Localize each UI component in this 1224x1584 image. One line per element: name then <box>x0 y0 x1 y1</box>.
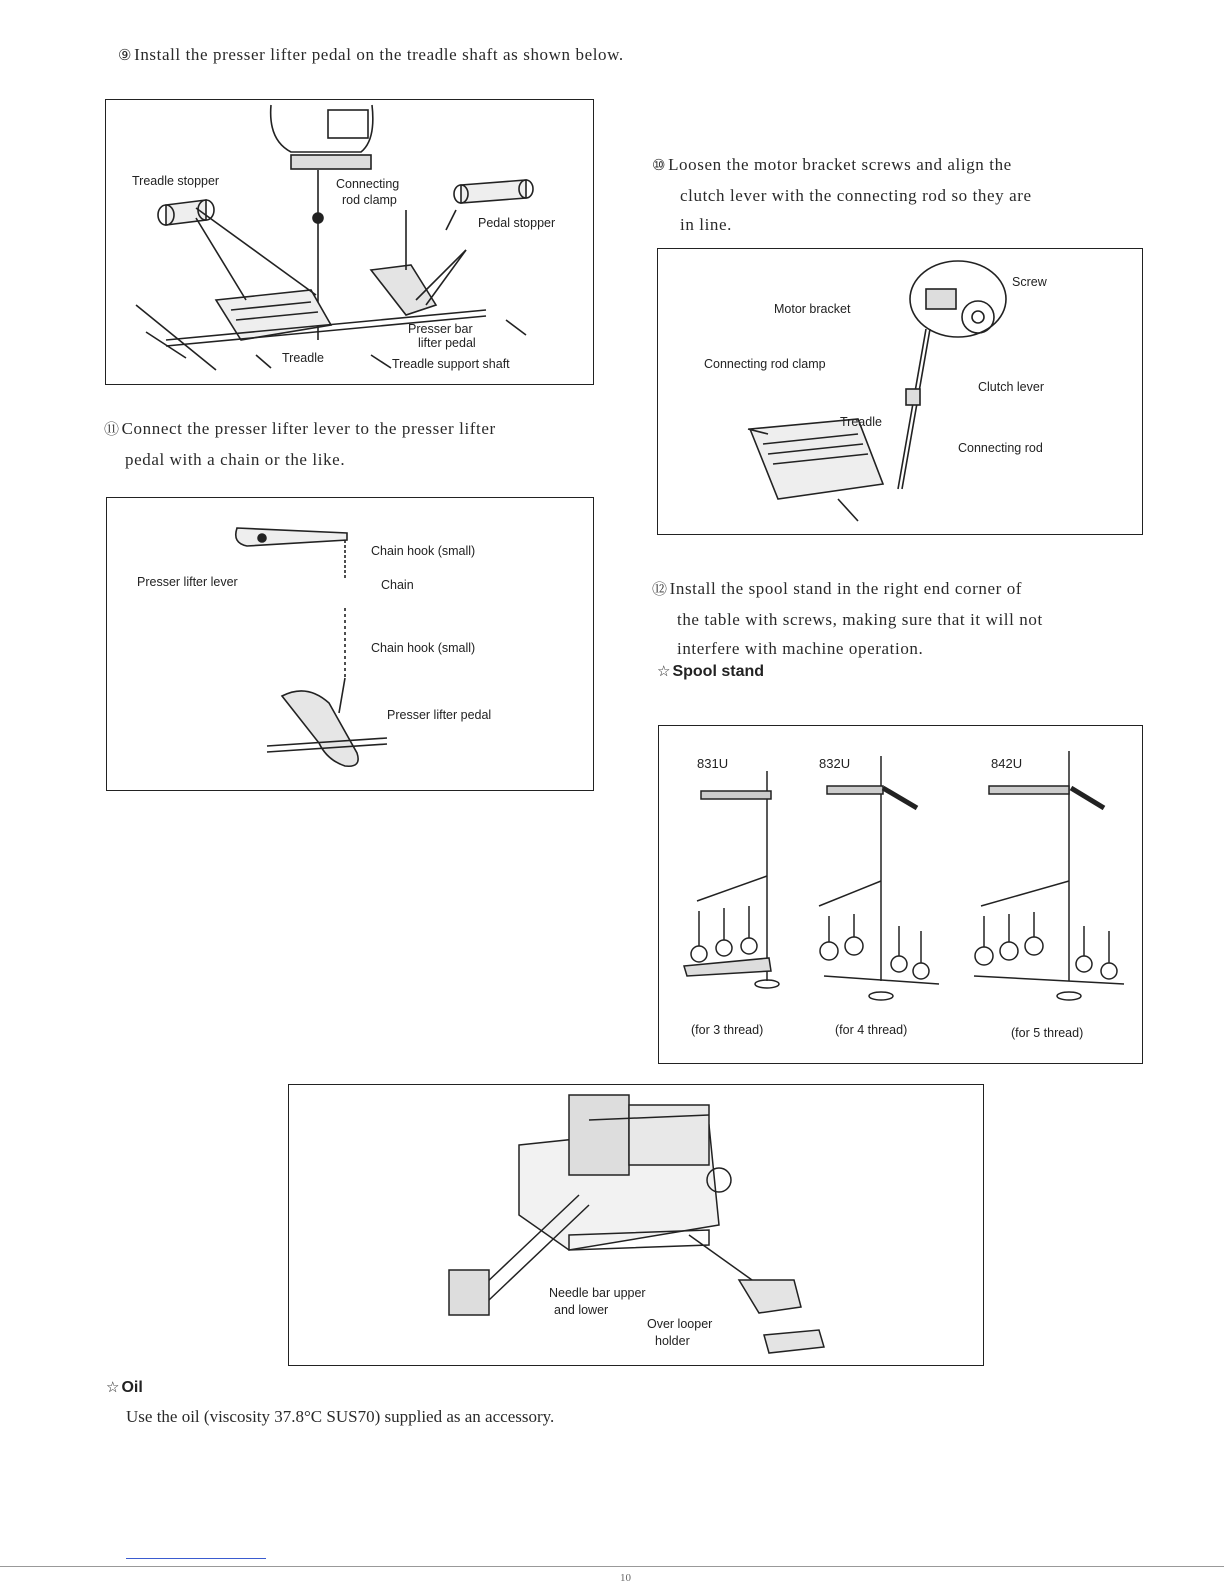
label-connecting-rod-clamp-1: Connecting <box>336 177 400 191</box>
treadle-illustration <box>106 100 593 384</box>
oil-title: Oil <box>121 1379 143 1396</box>
spool-caption-4-thread: (for 4 thread) <box>835 1023 908 1037</box>
figure-motor-bracket <box>657 248 1143 535</box>
footer-link-underline <box>126 1558 266 1559</box>
label-presser-lifter-pedal: Presser lifter pedal <box>387 708 492 722</box>
oil-heading <box>106 1378 143 1397</box>
figure-machine-oil-points <box>288 1084 984 1366</box>
star-icon: ☆ <box>106 1379 120 1396</box>
label-chain-hook-bottom: Chain hook (small) <box>371 641 476 655</box>
motor-illustration <box>658 249 1142 534</box>
step-number: ⑫ <box>652 582 668 598</box>
label-screw: Screw <box>1012 275 1047 289</box>
footer-divider <box>0 1566 1224 1567</box>
step-number: ⑪ <box>104 422 120 438</box>
spool-stand-heading <box>657 662 764 681</box>
step-9-text <box>118 40 624 71</box>
spool-stand-illustration <box>659 726 1142 1063</box>
label-treadle-stopper: Treadle stopper <box>132 174 220 188</box>
step-number: ⑩ <box>652 158 667 174</box>
figure-spool-stands <box>658 725 1143 1064</box>
label-needle-bar-2: and lower <box>554 1303 609 1317</box>
spool-stand-title: Spool stand <box>672 663 765 680</box>
step-10-line-2: clutch lever with the connecting rod so they are <box>680 186 1032 205</box>
star-icon: ☆ <box>657 663 671 680</box>
spool-model-842u: 842U <box>991 756 1023 771</box>
spool-caption-3-thread: (for 3 thread) <box>691 1023 764 1037</box>
step-11-line-2: pedal with a chain or the like. <box>125 450 346 469</box>
label-connecting-rod-clamp: Connecting rod clamp <box>704 357 826 371</box>
step-10-line-3: in line. <box>680 215 733 234</box>
label-connecting-rod: Connecting rod <box>958 441 1043 455</box>
label-clutch-lever: Clutch lever <box>978 380 1044 394</box>
label-over-looper-2: holder <box>655 1334 690 1348</box>
spool-model-832u: 832U <box>819 756 851 771</box>
machine-illustration <box>289 1085 983 1365</box>
label-presser-lifter-lever: Presser lifter lever <box>137 575 238 589</box>
step-12-text <box>652 574 1043 663</box>
step-12-line-3: interfere with machine operation. <box>677 639 924 658</box>
step-10-text <box>652 150 1032 239</box>
label-treadle-support-shaft: Treadle support shaft <box>392 357 510 371</box>
page-number: 10 <box>620 1572 631 1584</box>
figure-chain <box>106 497 594 791</box>
label-chain: Chain <box>381 578 414 592</box>
step-10-line-1: Loosen the motor bracket screws and align the <box>668 155 1012 174</box>
label-needle-bar-1: Needle bar upper <box>549 1286 646 1300</box>
label-pedal-stopper: Pedal stopper <box>478 216 556 230</box>
label-treadle: Treadle <box>282 351 324 365</box>
step-12-line-1: Install the spool stand in the right end corner of <box>669 579 1023 598</box>
chain-illustration <box>107 498 593 790</box>
figure-treadle-assembly <box>105 99 594 385</box>
label-connecting-rod-clamp-2: rod clamp <box>342 193 397 207</box>
step-11-line-1: Connect the presser lifter lever to the presser lifter <box>121 419 496 438</box>
step-12-line-2: the table with screws, making sure that it will not <box>677 610 1043 629</box>
label-motor-bracket: Motor bracket <box>774 302 851 316</box>
step-11-text <box>104 414 496 474</box>
spool-caption-5-thread: (for 5 thread) <box>1011 1026 1084 1040</box>
label-over-looper-1: Over looper <box>647 1317 713 1331</box>
spool-model-831u: 831U <box>697 756 729 771</box>
oil-text: Use the oil (viscosity 37.8°C SUS70) supplied as an accessory. <box>126 1407 555 1426</box>
label-presser-bar-1: Presser bar <box>408 322 473 336</box>
label-presser-bar-2: lifter pedal <box>418 336 476 350</box>
label-treadle: Treadle <box>840 415 882 429</box>
label-chain-hook-top: Chain hook (small) <box>371 544 476 558</box>
step-number: ⑨ <box>118 48 133 64</box>
step-9-body: Install the presser lifter pedal on the treadle shaft as shown below. <box>134 45 624 64</box>
